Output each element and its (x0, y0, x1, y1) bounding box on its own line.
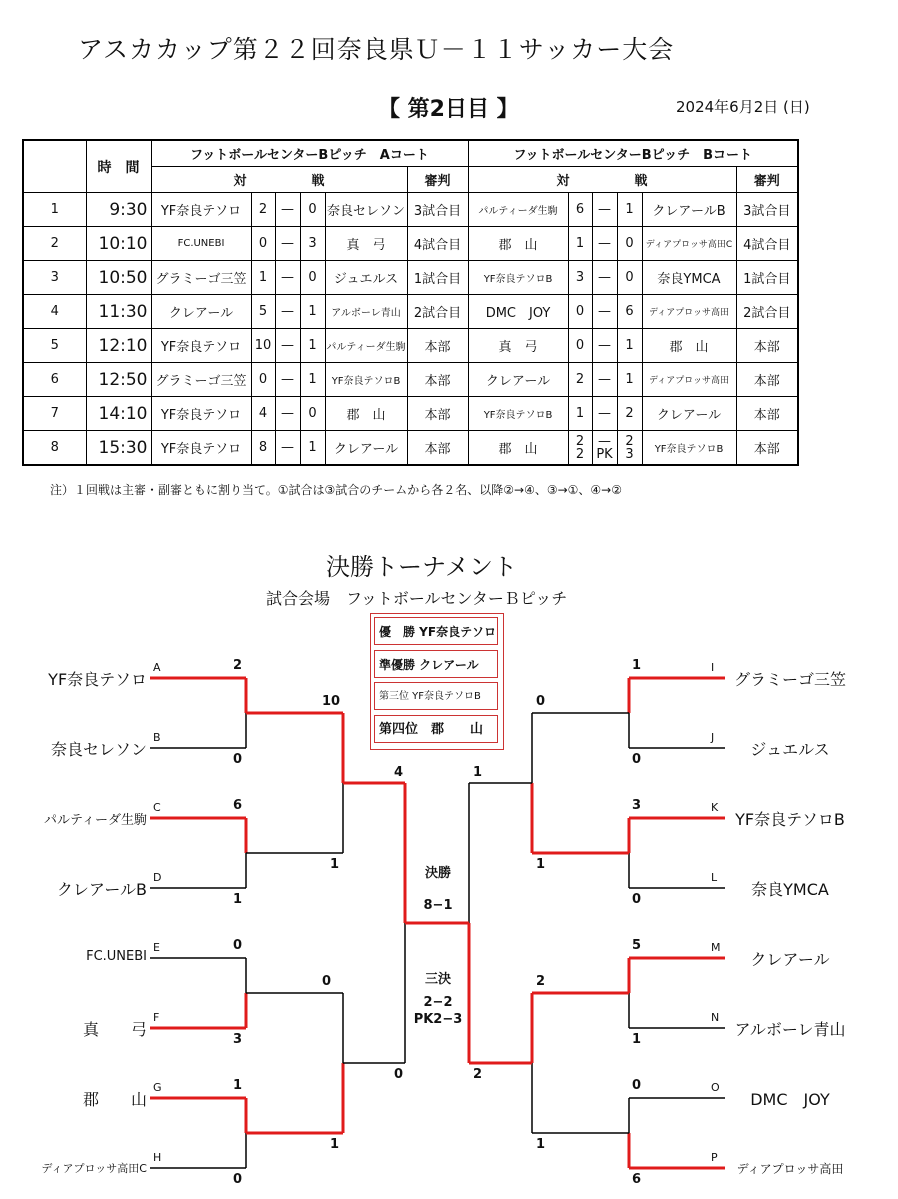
court-b-referee: 本部 (736, 431, 798, 466)
rank-fourth: 第四位 郡 山 (374, 715, 498, 743)
court-b-score2: 0 (617, 261, 642, 295)
left-team-letter: C (153, 801, 161, 814)
match-number: 3 (23, 261, 86, 295)
right-r1-score: 1 (632, 658, 642, 673)
court-a-referee: 3試合目 (407, 193, 468, 227)
right-r1-score: 6 (632, 1172, 642, 1187)
rank-third: 第三位 YF奈良テソロB (374, 682, 498, 710)
final-score: 8−1 (423, 898, 453, 913)
left-team-name: 真 弓 (82, 1020, 147, 1039)
court-b-referee: 3試合目 (736, 193, 798, 227)
court-b-dash: — (592, 261, 617, 295)
court-b-dash: — (592, 227, 617, 261)
court-a-team1: YF奈良テソロ (151, 431, 251, 466)
match-time: 15:30 (86, 431, 151, 466)
left-team-name: パルティーダ生駒 (44, 813, 147, 828)
right-team-name: DMC JOY (750, 1090, 830, 1109)
match-time: 10:10 (86, 227, 151, 261)
court-a-header: フットボールセンターBピッチ Aコート (151, 140, 468, 167)
match-number: 6 (23, 363, 86, 397)
match-time: 9:30 (86, 193, 151, 227)
right-sf-score: 2 (473, 1067, 483, 1082)
left-team-name: ディアプロッサ高田C (41, 1162, 147, 1175)
court-a-team1: クレアール (151, 295, 251, 329)
court-b-team1: パルティーダ生駒 (468, 193, 568, 227)
left-sf-score: 4 (394, 765, 404, 780)
court-a-team2: 奈良セレソン (325, 193, 407, 227)
court-b-score1: 0 (568, 329, 592, 363)
third-place-pk: PK2−3 (413, 1012, 463, 1027)
left-r1-score: 6 (233, 798, 243, 813)
court-a-team2: クレアール (325, 431, 407, 466)
right-team-letter: M (711, 941, 721, 954)
court-b-team2: クレアール (642, 397, 736, 431)
event-date: 2024年6月2日 (日) (676, 98, 810, 116)
court-a-team2: ジュエルス (325, 261, 407, 295)
left-r2-score: 1 (330, 1137, 340, 1152)
right-r2-score: 1 (536, 857, 546, 872)
match-header-b: 対 戦 (468, 167, 736, 193)
left-r1-score: 2 (233, 658, 243, 673)
court-b-team2: YF奈良テソロB (642, 431, 736, 466)
left-team-name: クレアールB (56, 880, 147, 899)
left-team-name: FC.UNEBI (86, 949, 147, 964)
court-b-team2: クレアールB (642, 193, 736, 227)
left-r2-score: 0 (322, 974, 332, 989)
court-a-score1: 0 (251, 227, 275, 261)
court-a-score2: 0 (300, 261, 325, 295)
left-r2-score: 10 (322, 694, 341, 709)
left-team-letter: G (153, 1081, 162, 1094)
right-r1-score: 5 (632, 938, 642, 953)
match-header-a: 対 戦 (151, 167, 407, 193)
court-a-score1: 0 (251, 363, 275, 397)
court-a-referee: 本部 (407, 397, 468, 431)
court-a-team2: 郡 山 (325, 397, 407, 431)
court-b-score1: 2 (568, 363, 592, 397)
right-team-letter: N (711, 1011, 720, 1024)
court-a-team2: 真 弓 (325, 227, 407, 261)
right-r1-score: 0 (632, 892, 642, 907)
pk-value: 2 (575, 446, 585, 462)
left-team-letter: A (153, 661, 161, 674)
court-a-team1: YF奈良テソロ (151, 329, 251, 363)
court-b-score1: 3 (568, 261, 592, 295)
court-b-team1: DMC JOY (468, 295, 568, 329)
court-b-score2: 2 (617, 397, 642, 431)
court-a-score2: 1 (300, 431, 325, 466)
court-b-dash: — (592, 363, 617, 397)
court-b-score2-value: 2 (625, 433, 634, 449)
court-a-score1: 4 (251, 397, 275, 431)
tournament-venue: 試合会場 フットボールセンターＢピッチ (266, 589, 568, 608)
court-b-team1: 郡 山 (468, 227, 568, 261)
court-b-team2: ディアプロッサ高田 (642, 363, 736, 397)
left-team-name: 奈良セレソン (50, 740, 147, 759)
court-a-dash: — (275, 261, 300, 295)
right-team-letter: I (711, 661, 715, 674)
court-a-score1: 2 (251, 193, 275, 227)
right-team-name: ジュエルス (750, 740, 830, 759)
court-a-team1: YF奈良テソロ (151, 193, 251, 227)
court-a-team2: パルティーダ生駒 (325, 329, 407, 363)
court-b-team2: ディアプロッサ高田 (642, 295, 736, 329)
court-b-header: フットボールセンターBピッチ Bコート (468, 140, 798, 167)
left-r1-score: 3 (233, 1032, 243, 1047)
court-b-score2: 0 (617, 227, 642, 261)
court-a-team1: YF奈良テソロ (151, 397, 251, 431)
court-a-score2: 3 (300, 227, 325, 261)
match-number: 7 (23, 397, 86, 431)
match-number: 5 (23, 329, 86, 363)
pk-value: PK (596, 446, 613, 462)
court-b-score2: 1 (617, 193, 642, 227)
court-b-team1: YF奈良テソロB (468, 397, 568, 431)
match-number: 8 (23, 431, 86, 466)
court-b-score1: 6 (568, 193, 592, 227)
right-team-name: YF奈良テソロB (735, 810, 845, 829)
court-b-team1: クレアール (468, 363, 568, 397)
court-b-referee: 1試合目 (736, 261, 798, 295)
court-a-dash: — (275, 363, 300, 397)
court-a-dash: — (275, 227, 300, 261)
right-team-name: クレアール (750, 950, 830, 969)
final-label: 決勝 (424, 866, 451, 881)
right-team-name: アルボーレ青山 (734, 1020, 846, 1039)
court-a-dash: — (275, 295, 300, 329)
court-a-score2: 1 (300, 295, 325, 329)
court-b-score1: 1 (568, 227, 592, 261)
left-team-name: 郡 山 (82, 1090, 147, 1109)
court-b-score2: 6 (617, 295, 642, 329)
court-b-dash-value: — (598, 433, 611, 449)
court-b-dash: — (592, 329, 617, 363)
match-time: 14:10 (86, 397, 151, 431)
court-a-team2: YF奈良テソロB (325, 363, 407, 397)
court-a-score1: 1 (251, 261, 275, 295)
court-b-team2: 奈良YMCA (642, 261, 736, 295)
court-b-referee: 4試合目 (736, 227, 798, 261)
right-team-name: 奈良YMCA (751, 880, 829, 899)
right-r1-score: 0 (632, 752, 642, 767)
court-b-dash: — (592, 397, 617, 431)
court-b-referee: 本部 (736, 329, 798, 363)
right-r1-score: 1 (632, 1032, 642, 1047)
court-b-team2: 郡 山 (642, 329, 736, 363)
right-team-letter: O (711, 1081, 720, 1094)
third-place-label: 三決 (424, 972, 451, 987)
court-a-referee: 4試合目 (407, 227, 468, 261)
court-a-score2: 1 (300, 363, 325, 397)
court-b-score2: 1 (617, 363, 642, 397)
court-b-score1-value: 2 (575, 433, 585, 449)
day-heading: 【 第2日目 】 (378, 97, 519, 122)
court-b-team2: ディアプロッサ高田C (642, 227, 736, 261)
left-r1-score: 0 (233, 938, 243, 953)
time-header: 時 間 (86, 140, 151, 193)
court-b-team1: 真 弓 (468, 329, 568, 363)
right-r1-score: 3 (632, 798, 642, 813)
right-team-letter: L (711, 871, 718, 884)
left-r1-score: 0 (233, 752, 243, 767)
right-sf-score: 1 (473, 765, 483, 780)
right-team-letter: J (711, 731, 715, 744)
match-number: 1 (23, 193, 86, 227)
page-title: アスカカップ第２２回奈良県Ｕ－１１サッカー大会 (78, 35, 675, 64)
court-a-team1: グラミーゴ三笠 (151, 363, 251, 397)
court-a-referee: 本部 (407, 363, 468, 397)
court-a-team1: グラミーゴ三笠 (151, 261, 251, 295)
court-a-score1: 8 (251, 431, 275, 466)
court-a-dash: — (275, 193, 300, 227)
left-team-letter: B (153, 731, 161, 744)
court-a-dash: — (275, 431, 300, 466)
ref-header-b: 審判 (736, 167, 798, 193)
court-a-score2: 1 (300, 329, 325, 363)
left-r1-score: 1 (233, 892, 243, 907)
match-number: 2 (23, 227, 86, 261)
court-a-dash: — (275, 329, 300, 363)
left-r1-score: 1 (233, 1078, 243, 1093)
left-r1-score: 0 (233, 1172, 243, 1187)
court-b-referee: 本部 (736, 397, 798, 431)
court-a-referee: 本部 (407, 431, 468, 466)
court-a-referee: 2試合目 (407, 295, 468, 329)
court-a-referee: 1試合目 (407, 261, 468, 295)
right-team-letter: K (711, 801, 719, 814)
court-a-referee: 本部 (407, 329, 468, 363)
right-r1-score: 0 (632, 1078, 642, 1093)
court-b-score1: 1 (568, 397, 592, 431)
right-r2-score: 0 (536, 694, 546, 709)
third-place-score: 2−2 (423, 995, 453, 1010)
court-b-referee: 本部 (736, 363, 798, 397)
court-b-team1: YF奈良テソロB (468, 261, 568, 295)
court-b-referee: 2試合目 (736, 295, 798, 329)
match-time: 12:50 (86, 363, 151, 397)
left-team-letter: E (153, 941, 160, 954)
court-b-team1: 郡 山 (468, 431, 568, 466)
court-a-score1: 5 (251, 295, 275, 329)
right-r2-score: 2 (536, 974, 546, 989)
court-a-score1: 10 (251, 329, 275, 363)
referee-note: 注）１回戦は主審・副審ともに割り当て。①試合は③試合のチームから各２名、以降②→④、③→①、④→② (50, 483, 622, 497)
court-b-score1: 0 (568, 295, 592, 329)
match-number: 4 (23, 295, 86, 329)
left-team-letter: F (153, 1011, 160, 1024)
court-b-dash: — (592, 295, 617, 329)
left-r2-score: 1 (330, 857, 340, 872)
left-team-name: YF奈良テソロ (48, 670, 147, 689)
court-a-team2: アルボーレ青山 (325, 295, 407, 329)
match-time: 10:50 (86, 261, 151, 295)
court-b-score2: 1 (617, 329, 642, 363)
court-a-team1: FC.UNEBI (151, 227, 251, 261)
match-time: 12:10 (86, 329, 151, 363)
ref-header-a: 審判 (407, 167, 468, 193)
right-team-name: ディアプロッサ高田 (736, 1162, 844, 1176)
court-a-score2: 0 (300, 193, 325, 227)
right-r2-score: 1 (536, 1137, 546, 1152)
left-team-letter: D (153, 871, 162, 884)
court-b-dash: — (592, 193, 617, 227)
rank-runner-up: 準優勝 クレアール (374, 650, 498, 678)
court-a-score2: 0 (300, 397, 325, 431)
left-sf-score: 0 (394, 1067, 404, 1082)
court-a-dash: — (275, 397, 300, 431)
right-team-letter: P (711, 1151, 718, 1164)
rank-champion: 優 勝 YF奈良テソロ (374, 617, 498, 645)
tournament-title: 決勝トーナメント (326, 553, 518, 581)
left-team-letter: H (153, 1151, 162, 1164)
match-time: 11:30 (86, 295, 151, 329)
pk-value: 3 (625, 446, 634, 462)
right-team-name: グラミーゴ三笠 (733, 670, 846, 689)
